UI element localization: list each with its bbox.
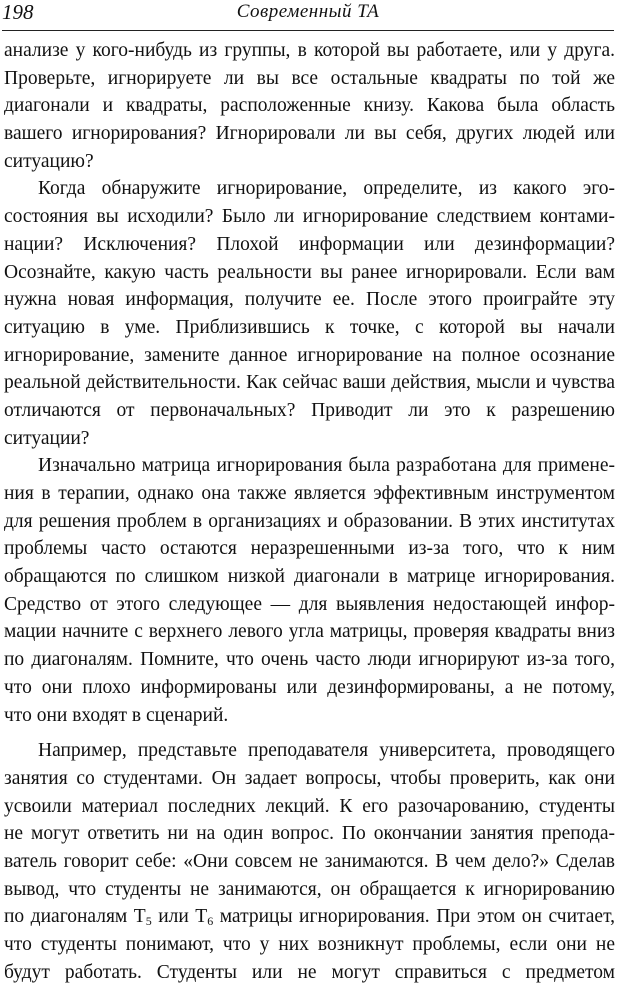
- text-line: вашего игнорирования? Игнорировали ли вы себя, других людей или: [4, 123, 615, 145]
- text-fragment: матрицы игнорирования. При этом он считает,: [213, 906, 615, 928]
- subscript: 6: [207, 914, 214, 929]
- text-line: нужна новая информация, получите ее. После этого проиграйте эту: [4, 289, 615, 311]
- text-line: Осознайте, какую часть реальности вы ранее игнорировали. Если вам: [4, 261, 615, 283]
- text-line: занятия со студентами. Он задает вопросы, чтобы проверить, как они: [4, 767, 615, 789]
- text-line: реальной действительности. Как сейчас ваши действия, мысли и чувства: [4, 372, 615, 394]
- text-line: по диагоналям. Помните, что очень часто люди игнорируют из-за того,: [4, 649, 615, 671]
- text-line: что они входят в сценарий.: [4, 704, 229, 726]
- text-line: состояния вы исходили? Было ли игнорирование следствием контами-: [4, 206, 615, 228]
- text-line: отличаются от первоначальных? Приводит ли это к разрешению: [4, 399, 615, 421]
- running-title: Современный ТА: [236, 1, 380, 22]
- text-line: что студенты понимают, что у них возникнут проблемы, если они не: [4, 934, 615, 955]
- page-header: [2, 0, 614, 30]
- text-line: Проверьте, игнорируете ли вы все остальные квадраты по той же: [4, 67, 615, 89]
- paragraph-spacer: [4, 729, 615, 737]
- text-line: вывод, что студенты не занимаются, он обращается к игнорированию: [4, 878, 615, 900]
- text-line: мации начните с верхнего левого угла матрицы, проверяя квадраты вниз: [4, 621, 615, 643]
- text-line: Например, представьте преподавателя университета, проводящего: [38, 740, 615, 762]
- text-line: ситуацию в уме. Приблизившись к точке, с которой вы начали: [4, 316, 615, 338]
- text-line: ния в терапии, однако она также является эффективным инструментом: [4, 483, 615, 504]
- text-line: диагонали и квадраты, расположенные книзу. Какова была область: [4, 95, 615, 117]
- paragraph-3: [4, 452, 615, 729]
- paragraph-1: [4, 37, 615, 175]
- text-line-with-subscripts: [4, 903, 615, 931]
- text-line: проблемы часто остаются неразрешенными из-за того, что к ним: [4, 538, 615, 560]
- text-fragment: по диагоналям Т: [4, 906, 146, 928]
- header-rule: [2, 30, 614, 31]
- text-line: нации? Исключения? Плохой информации или дезинформации?: [4, 233, 615, 255]
- text-line: ситуации?: [4, 427, 90, 449]
- text-line: что они плохо информированы или дезинформированы, а не потому,: [4, 676, 615, 698]
- paragraph-2: [4, 175, 615, 452]
- text-line: Изначально матрица игнорирования была разработана для примене-: [38, 455, 615, 477]
- text-line: будут работать. Студенты или не могут справиться с предметом: [4, 961, 615, 983]
- text-line: Средство от этого следующее — для выявления недостающей инфор-: [4, 593, 615, 615]
- text-line: игнорирование, замените данное игнорирование на полное осознание: [4, 344, 615, 366]
- text-line: для решения проблем в организациях и образовании. В этих институтах: [4, 510, 615, 532]
- body-text: [4, 37, 615, 986]
- subscript: 5: [145, 914, 152, 929]
- text-line: Когда обнаружите игнорирование, определите, из какого эго-: [38, 178, 615, 200]
- paragraph-4: [4, 737, 615, 986]
- text-line: обращаются по слишком низкой диагонали в матрице игнорирования.: [4, 566, 615, 588]
- text-line: анализе у кого-нибудь из группы, в которой вы работаете, или у друга.: [4, 40, 615, 61]
- text-line: ситуацию?: [4, 150, 94, 172]
- page-number: 198: [2, 0, 34, 24]
- text-line: усвоили материал последних лекций. К его разочарованию, студенты: [4, 795, 615, 817]
- text-line: не могут ответить ни на один вопрос. По окончании занятия препода-: [4, 823, 615, 845]
- text-fragment: или Т: [151, 906, 208, 928]
- text-line: ватель говорит себе: «Они совсем не занимаются. В чем дело?» Сделав: [4, 850, 615, 872]
